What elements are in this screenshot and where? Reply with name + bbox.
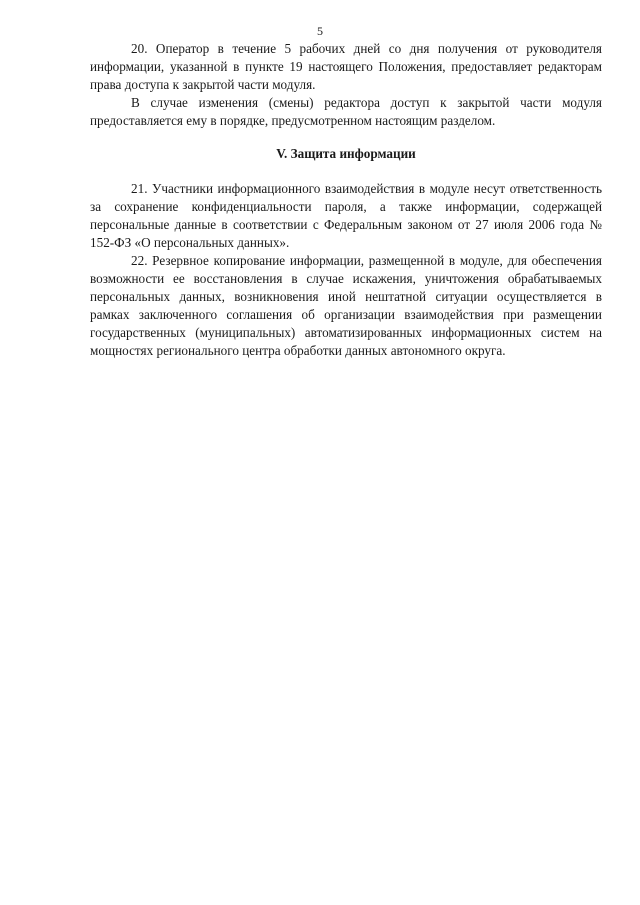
paragraph-20: 20. Оператор в течение 5 рабочих дней со дня получения от руководителя информации, указанной в пункте 19 настоящего Положения, предоставляет редакторам права доступа к закрытой части модуля. <box>90 41 602 92</box>
page-number: 5 <box>317 24 323 38</box>
paragraph-editor-change: В случае изменения (смены) редактора доступ к закрытой части модуля предоставляется ему в порядке, предусмотренном настоящим разделом. <box>90 95 602 128</box>
document-body <box>90 40 602 360</box>
section-heading: V. Защита информации <box>276 146 416 161</box>
paragraph-21: 21. Участники информационного взаимодействия в модуле несут ответственность за сохранение конфиденциальности пароля, а также информации, содержащей персональные данные в соответствии с Федеральным законом от 27 июля 2006 года № 152-ФЗ «О персональных данных». <box>90 181 602 250</box>
paragraph-22: 22. Резервное копирование информации, размещенной в модуле, для обеспечения возможности ее восстановления в случае искажения, уничтожения обрабатываемых персональных данных, возникновения иной нештатной ситуации осуществляется в рамках заключенного соглашения об организации взаимодействия при размещении государственных (муниципальных) автоматизированных информационных систем на мощностях регионального центра обработки данных автономного округа. <box>90 253 602 358</box>
